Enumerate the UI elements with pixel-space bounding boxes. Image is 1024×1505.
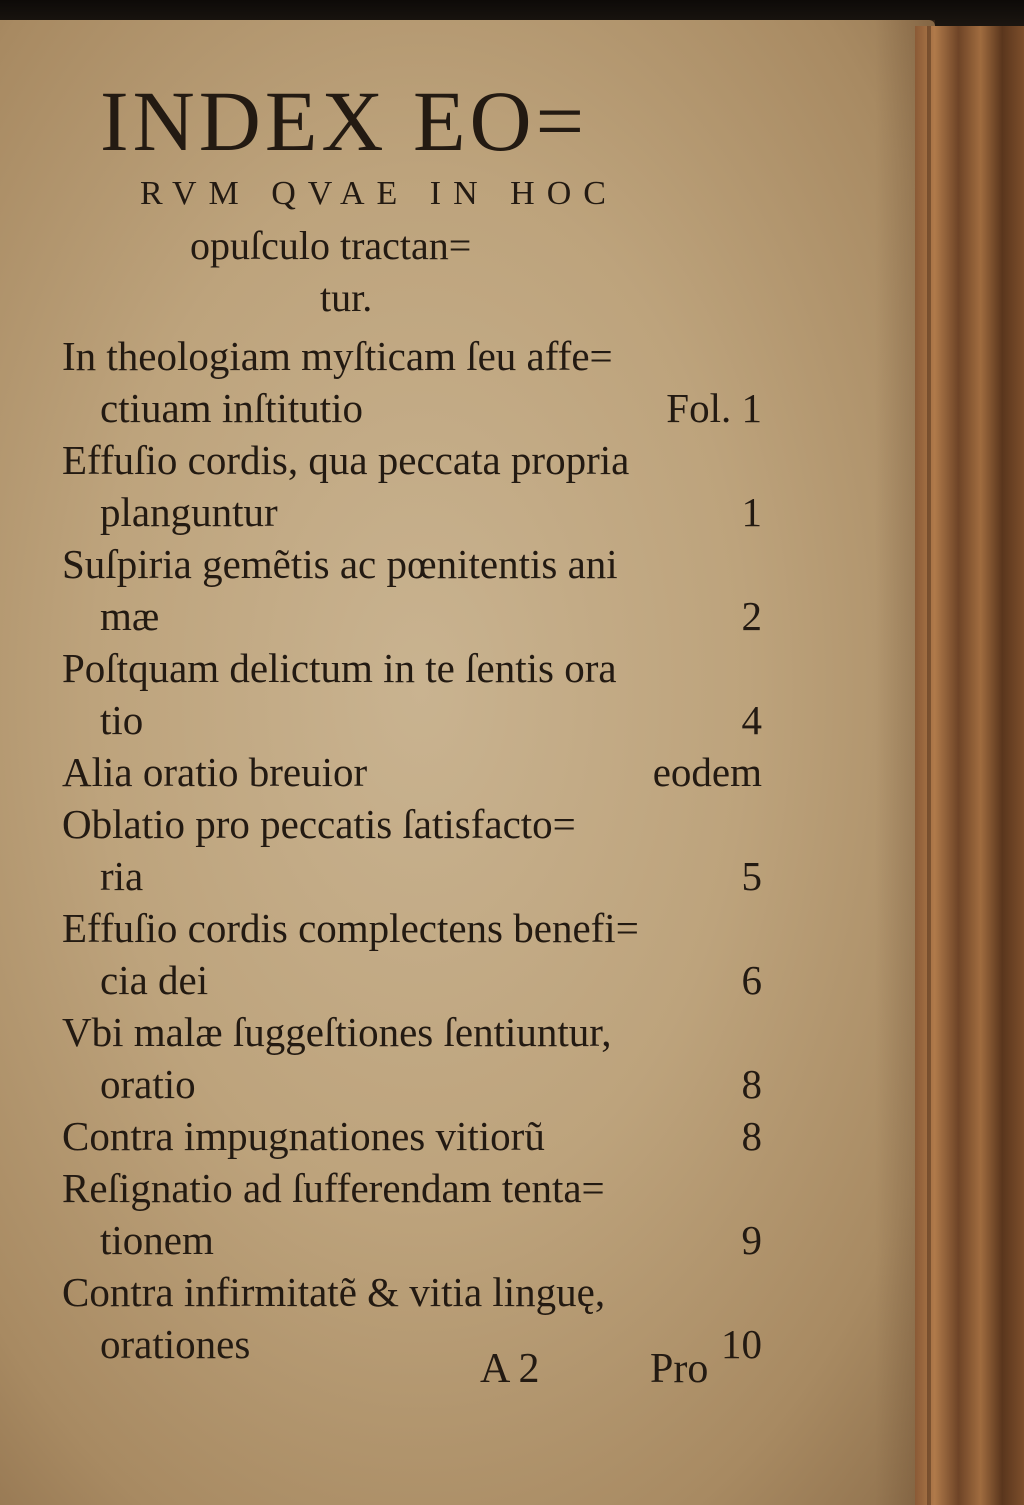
index-subtitle-2: opuſculo tractan= <box>190 223 472 268</box>
entry-folio: Fol. 1 <box>666 385 762 431</box>
entry-text: Suſpiria gemẽtis ac pœnitentis ani <box>62 541 618 587</box>
entry-text-continued: oratio <box>100 1061 196 1107</box>
index-title: INDEX EO= <box>100 73 589 169</box>
entry-text-continued: mæ <box>100 593 160 639</box>
entry-folio: 10 <box>721 1321 762 1367</box>
entry-folio: 9 <box>741 1217 762 1263</box>
entry-text-continued: tio <box>100 697 144 743</box>
index-subtitle-3: tur. <box>320 275 373 320</box>
entry-text: In theologiam myſticam ſeu affe= <box>62 333 613 379</box>
index-subtitle: RVM QVAE IN HOC <box>140 175 618 212</box>
entry-text-continued: ria <box>100 853 144 899</box>
entry-text: Effuſio cordis complectens benefi= <box>62 905 639 951</box>
index-entry <box>62 538 762 642</box>
index-entry <box>62 330 762 434</box>
entry-folio: 8 <box>741 1061 762 1107</box>
entry-text-continued: planguntur <box>100 489 278 535</box>
index-entry <box>62 1110 762 1162</box>
entry-folio: eodem <box>652 749 762 795</box>
book-page-edges <box>915 26 1024 1505</box>
entry-folio: 8 <box>741 1113 762 1159</box>
index-entry <box>62 798 762 902</box>
catchword: Pro <box>650 1346 709 1392</box>
index-entry <box>62 1006 762 1110</box>
entry-text: Poſtquam delictum in te ſentis ora <box>62 645 617 691</box>
entry-folio: 1 <box>741 489 762 535</box>
entry-text-continued: ctiuam inſtitutio <box>100 385 364 431</box>
signature-mark: A 2 <box>480 1346 540 1392</box>
entry-text: Oblatio pro peccatis ſatisfacto= <box>62 801 576 847</box>
entry-text: Contra infirmitatẽ & vitia linguę, <box>62 1269 606 1315</box>
entry-text: Effuſio cordis, qua peccata propria <box>62 437 630 483</box>
index-entry <box>62 1162 762 1266</box>
index-entry <box>62 746 762 798</box>
entry-text: Contra impugnationes vitiorũ <box>62 1113 545 1159</box>
entry-folio: 2 <box>741 593 762 639</box>
entry-text-continued: orationes <box>100 1321 251 1367</box>
entry-text-continued: cia dei <box>100 957 209 1003</box>
entry-text: Alia oratio breuior <box>62 749 368 795</box>
index-entry <box>62 902 762 1006</box>
entry-folio: 5 <box>741 853 762 899</box>
index-entry <box>62 434 762 538</box>
entry-text: Vbi malæ ſuggeſtiones ſentiuntur, <box>62 1009 612 1055</box>
index-entry <box>62 642 762 746</box>
entry-folio: 4 <box>741 697 762 743</box>
entry-text-continued: tionem <box>100 1217 214 1263</box>
entry-text: Reſignatio ad ſufferendam tenta= <box>62 1165 605 1211</box>
entry-folio: 6 <box>741 957 762 1003</box>
index-entries <box>62 330 762 1370</box>
